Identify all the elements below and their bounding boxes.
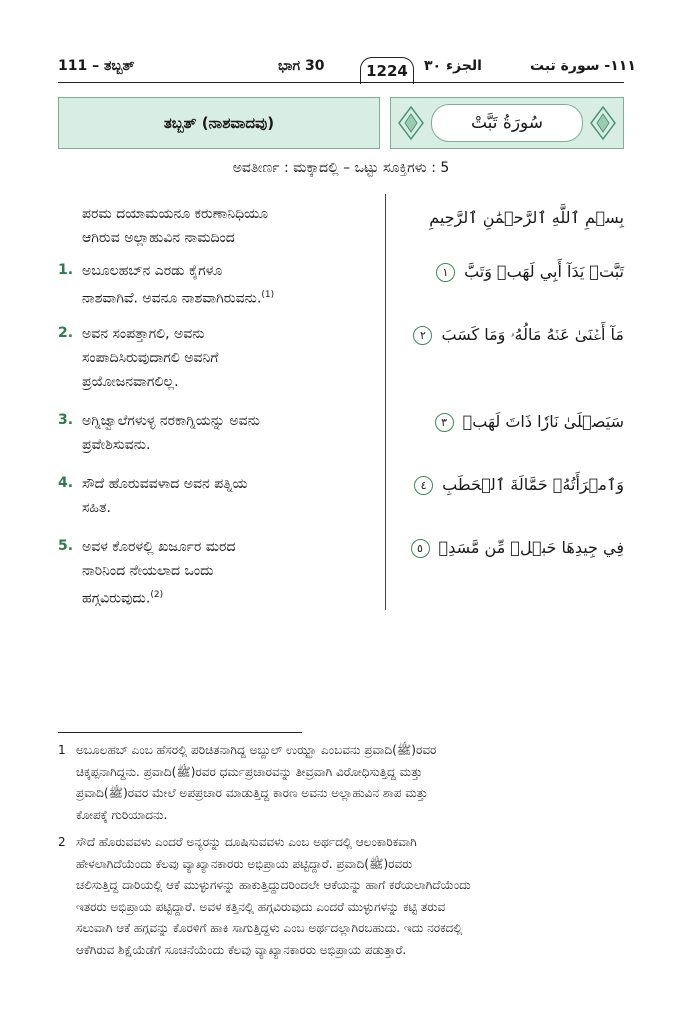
verse-number: 4.: [58, 475, 74, 491]
surah-title-cartouche: [431, 104, 583, 142]
verse-kannada: ಅಬೂಲಹಬ್‌ನ ಎರಡು ಕೈಗಳೂ ನಾಶವಾಗಿವೆ. ಅವನೂ ನಾಶವಾಗಿರುವನು.$^{(1)}$: [82, 263, 275, 307]
revelation-info: ಅವತೀರ್ಣ : ಮಕ್ಕಾದಲ್ಲಿ – ಒಟ್ಟು ಸೂಕ್ತಿಗಳು : 5: [232, 160, 450, 176]
surah-title-arabic: سُورَةُ تَبَّتْ: [470, 113, 544, 133]
header-surah-arabic: ١١١- سورة تبت: [530, 58, 636, 74]
column-divider: [385, 194, 386, 610]
verse-end-marker-icon: ١: [436, 263, 455, 282]
surah-title-kannada: ತಬ್ಬತ್ (ನಾಶವಾದವು): [163, 114, 275, 132]
header-surah-kannada: 111 – ತಬ್ಬತ್: [58, 58, 135, 74]
footnote-rule: [58, 732, 302, 733]
verse-arabic: وَٱمۡرَأَتُهُۥ حَمَّالَةَ ٱلۡحَطَبِ ٤: [414, 475, 624, 495]
verse-end-marker-icon: ٤: [414, 476, 433, 495]
basmala-arabic: بِسۡمِ ٱللَّهِ ٱلرَّحۡمَٰنِ ٱلرَّحِيمِ: [429, 208, 624, 227]
verse-end-marker-icon: ٢: [413, 326, 432, 345]
header-part: ಭಾಗ 30: [278, 58, 325, 74]
verse-kannada: ಸೌದೆ ಹೊರುವವಳಾದ ಅವನ ಪತ್ನಿಯ ಸಹಿತ.: [82, 476, 248, 516]
footnote-2: 2 ಸೌದೆ ಹೊರುವವಳು ಎಂದರೆ ಅನ್ಯರನ್ನು ದೂಷಿಸುವವಳು ಎಂಬ ಅರ್ಥದಲ್ಲಿ ಆಲಂಕಾರಿಕವಾಗಿ ಹೇಳಲಾಗಿದೆಯೆಂದು ಕೆಲವು ವ್ಯಾಖ್ಯಾನಕಾರರು ಅಭಿಪ್ರಾಯ ಪಟ್ಟಿದ್ದಾರೆ. ಪ್ರವಾದಿ(ﷺ)ರವರು ಚಲಿಸುತ್ತಿದ್ದ ದಾರಿಯಲ್ಲಿ ಆಕೆ ಮುಳ್ಳುಗಳನ್ನು ಹಾಕುತ್ತಿದ್ದುದರಿಂದಲೇ ಆಕೆಯನ್ನು ಹಾಗೆ ಕರೆಯಲಾಗಿದೆಯೆಂದು ಇತರರು ಅಭಿಪ್ರಾಯ ಪಟ್ಟಿದ್ದಾರೆ. ಅವಳ ಕತ್ತಿನಲ್ಲಿ ಹಗ್ಗವಿರುವುದು ಎಂದರೆ ಮುಳ್ಳುಗಳನ್ನು ಕಟ್ಟಿ ತರುವ ಸಲುವಾಗಿ ಆಕೆ ಹಗ್ಗವನ್ನು ಕೊರಳಿಗೆ ಹಾಕಿ ಸಾಗುತ್ತಿದ್ದಳು ಎಂಬ ಅರ್ಥದಲ್ಲಾಗಿರಬಹುದು. ಇದು ನರಕದಲ್ಲಿ ಆಕೆಗಿರುವ ಶಿಕ್ಷೆಯೆಡೆಗೆ ಸೂಚನೆಯೆಂದು ಕೆಲವು ವ್ಯಾಖ್ಯಾನಕಾರರು ಅಭಿಪ್ರಾಯ ಪಡುತ್ತಾರೆ.: [58, 832, 624, 961]
page-number: 1224: [360, 57, 414, 84]
basmala-kannada: ಪರಮ ದಯಾಮಯನೂ ಕರುಣಾನಿಧಿಯೂ ಆಗಿರುವ ಅಲ್ಲಾಹುವಿನ ನಾಮದಿಂದ: [82, 206, 269, 246]
ornament-left-icon: [396, 104, 426, 142]
verse-kannada: ಅವನ ಸಂಪತ್ತಾಗಲಿ, ಅವನು ಸಂಪಾದಿಸಿರುವುದಾಗಲಿ ಅವನಿಗೆ ಪ್ರಯೋಜನವಾಗಲಿಲ್ಲ.: [82, 326, 219, 390]
verse-number: 5.: [58, 538, 74, 554]
surah-title-arabic-box: [390, 97, 624, 149]
header-rule: [58, 82, 624, 83]
header-juz-arabic: الجزء ٣٠: [424, 58, 482, 74]
footnote-number: 1: [58, 743, 66, 757]
verse-number: 3.: [58, 412, 74, 428]
footnote-1: 1 ಅಬೂಲಹಬ್ ಎಂಬ ಹೆಸರಲ್ಲಿ ಪರಿಚಿತನಾಗಿದ್ದ ಅಬ್ದುಲ್ ಉಝ್ಝಾ ಎಂಬವನು ಪ್ರವಾದಿ(ﷺ)ರವರ ಚಿಕ್ಕಪ್ಪನಾಗಿದ್ದನು. ಪ್ರವಾದಿ(ﷺ)ರವರ ಧರ್ಮಪ್ರಚಾರವನ್ನು ತೀವ್ರವಾಗಿ ವಿರೋಧಿಸುತ್ತಿದ್ದ ಮತ್ತು ಪ್ರವಾದಿ(ﷺ)ರವರ ಮೇಲೆ ಅಪಪ್ರಚಾರ ಮಾಡುತ್ತಿದ್ದ ಕಾರಣ ಅವನು ಅಲ್ಲಾಹುವಿನ ಶಾಪ ಮತ್ತು ಕೋಪಕ್ಕೆ ಗುರಿಯಾದನು.: [58, 740, 624, 826]
footnote-number: 2: [58, 835, 66, 849]
footnote-ref: (1): [261, 290, 275, 300]
ornament-right-icon: [588, 104, 618, 142]
verse-number: 1.: [58, 262, 74, 278]
verse-arabic: مَآ أَغۡنَىٰ عَنۡهُ مَالُهُۥ وَمَا كَسَبَ ٢: [413, 325, 624, 345]
footnote-ref: (2): [150, 590, 164, 600]
verse-end-marker-icon: ٣: [435, 413, 454, 432]
verse-end-marker-icon: ٥: [411, 539, 430, 558]
verse-arabic: تَبَّتۡ يَدَآ أَبِي لَهَبٖ وَتَبَّ ١: [436, 262, 624, 282]
verse-kannada: ಅಗ್ನಿಜ್ವಾಲೆಗಳುಳ್ಳ ನರಕಾಗ್ನಿಯನ್ನು ಅವನು ಪ್ರವೇಶಿಸುವನು.: [82, 413, 260, 453]
verse-arabic: فِي جِيدِهَا حَبۡلٞ مِّن مَّسَدِۭ ٥: [411, 538, 624, 558]
verse-arabic: سَيَصۡلَىٰ نَارٗا ذَاتَ لَهَبٖ ٣: [435, 412, 624, 432]
verse-kannada: ಅವಳ ಕೊರಳಲ್ಲಿ ಖರ್ಜೂರ ಮರದ ನಾರಿನಿಂದ ನೇಯಲಾದ ಒಂದು ಹಗ್ಗವಿರುವುದು.$^{(2)}$: [82, 539, 236, 607]
surah-title-kannada-box: [58, 97, 380, 149]
verse-number: 2.: [58, 325, 74, 341]
